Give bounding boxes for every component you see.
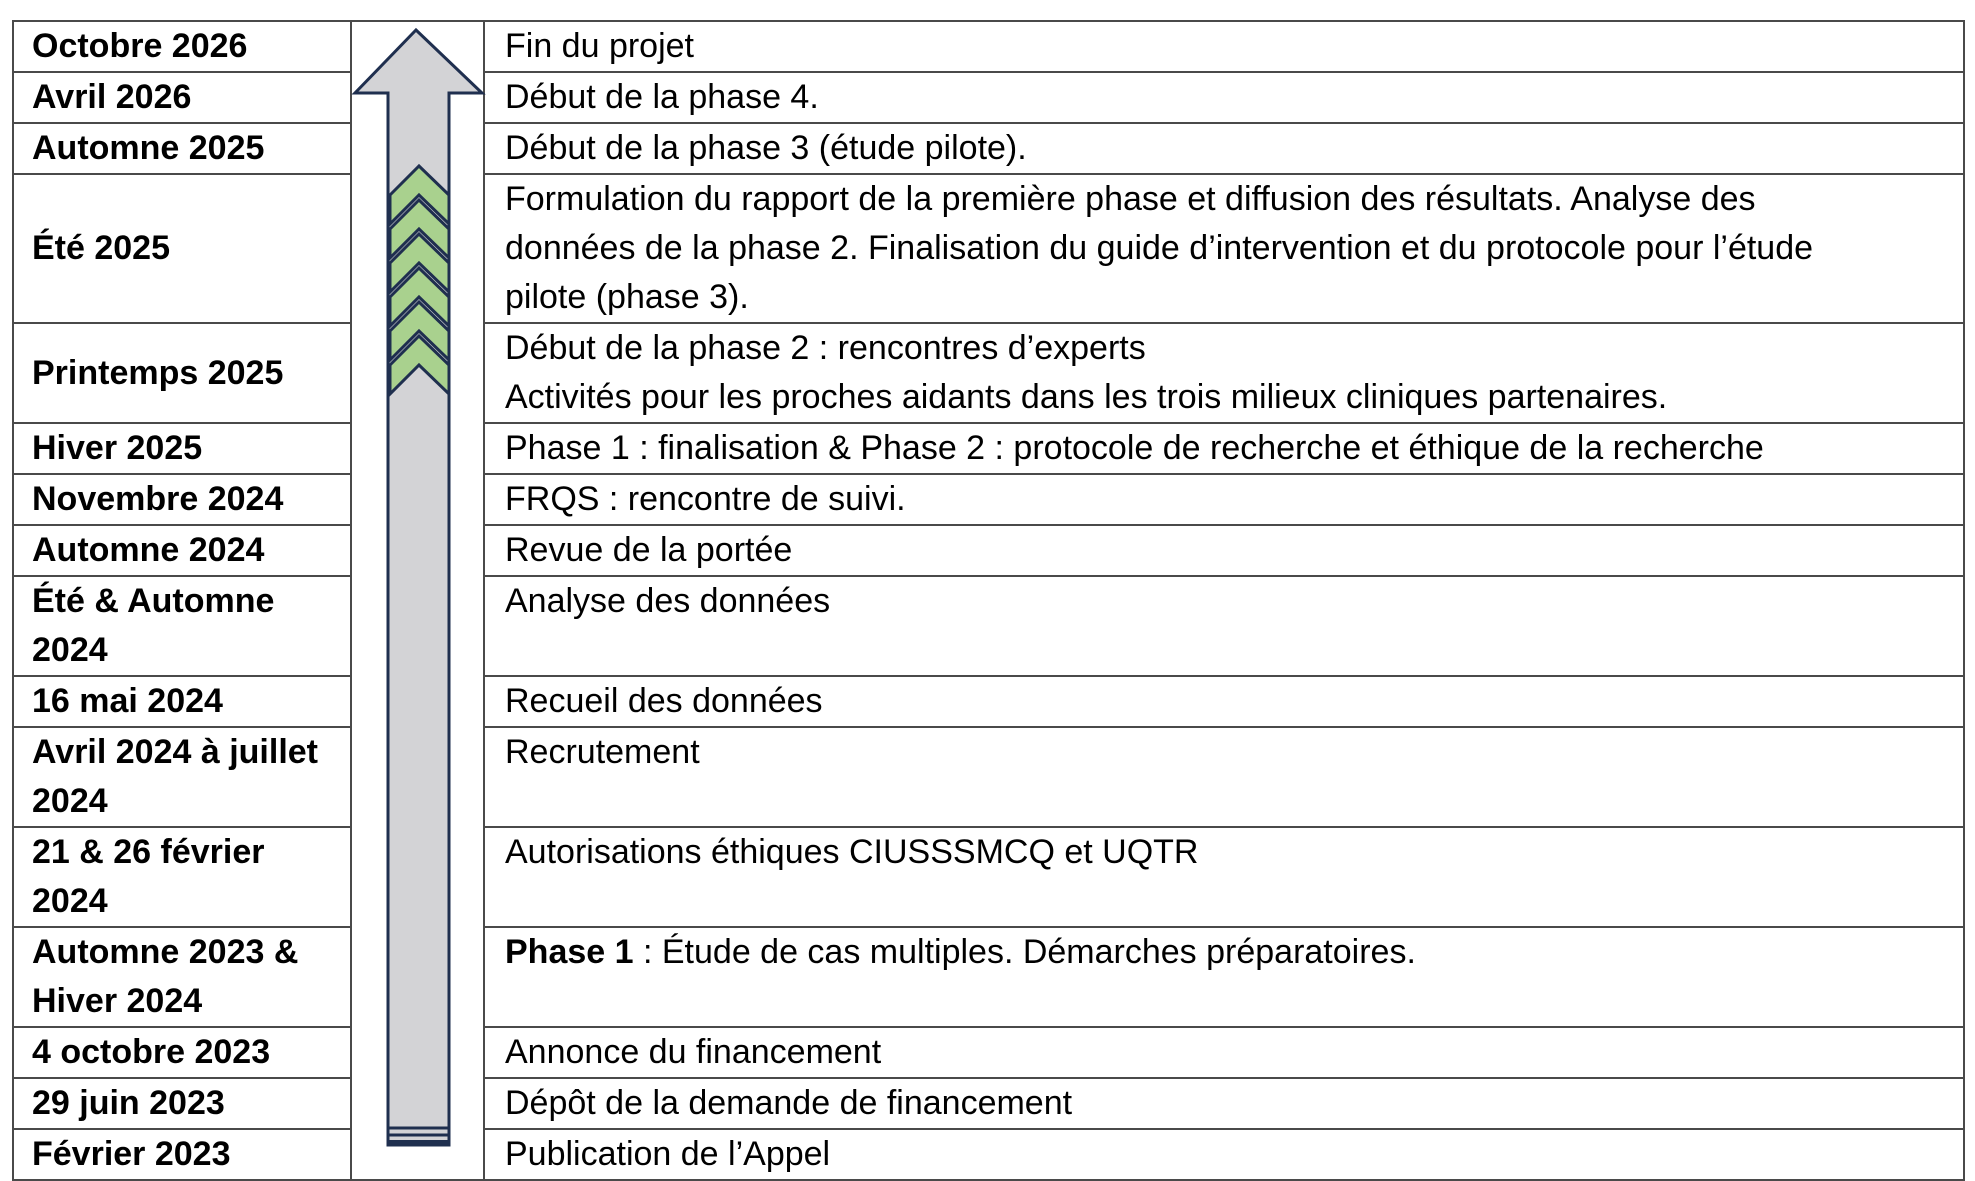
row-description xyxy=(484,827,1964,927)
row-date: Février 2023 xyxy=(13,1129,351,1180)
row-date: Été & Automne 2024 xyxy=(13,576,351,676)
row-description-line: Début de la phase 2 : rencontres d’experts xyxy=(505,329,1146,367)
arrow-column xyxy=(351,525,484,576)
row-description-line: Dépôt de la demande de financement xyxy=(505,1084,1073,1122)
row-description xyxy=(484,423,1964,474)
row-description xyxy=(484,576,1964,676)
row-date: Avril 2024 à juillet 2024 xyxy=(13,727,351,827)
timeline-row xyxy=(13,423,1964,474)
arrow-column xyxy=(351,727,484,827)
row-date: 21 & 26 février 2024 xyxy=(13,827,351,927)
row-description xyxy=(484,1027,1964,1078)
row-description-line: Activités pour les proches aidants dans les trois milieux cliniques partenaires. xyxy=(505,378,1668,416)
row-description-line: Formulation du rapport de la première phase et diffusion des résultats. Analyse des xyxy=(505,180,1756,218)
row-description-line xyxy=(505,928,1945,977)
row-description-line: Fin du projet xyxy=(505,27,694,65)
row-description-line: Publication de l’Appel xyxy=(505,1135,831,1173)
row-description-line: Recueil des données xyxy=(505,682,823,720)
row-date: Octobre 2026 xyxy=(13,21,351,72)
row-description-line: Autorisations éthiques CIUSSSMCQ et UQTR xyxy=(505,833,1199,871)
timeline-row xyxy=(13,1078,1964,1129)
row-date: Printemps 2025 xyxy=(13,323,351,423)
row-description xyxy=(484,21,1964,72)
arrow-column xyxy=(351,1129,484,1180)
timeline-row xyxy=(13,727,1964,827)
row-description xyxy=(484,474,1964,525)
row-description-line: Phase 1 : finalisation & Phase 2 : protocole de recherche et éthique de la recherche xyxy=(505,429,1764,467)
arrow-column xyxy=(351,423,484,474)
row-description xyxy=(484,1129,1964,1180)
row-date: 16 mai 2024 xyxy=(13,676,351,727)
row-description-line: Analyse des données xyxy=(505,582,831,620)
row-description xyxy=(484,323,1964,423)
timeline-row xyxy=(13,927,1964,1027)
timeline-row xyxy=(13,1129,1964,1180)
arrow-column xyxy=(351,474,484,525)
row-description xyxy=(484,727,1964,827)
timeline-row xyxy=(13,72,1964,123)
row-description-line: Revue de la portée xyxy=(505,531,793,569)
arrow-column xyxy=(351,676,484,727)
row-date: Avril 2026 xyxy=(13,72,351,123)
row-description xyxy=(484,927,1964,1027)
timeline-row xyxy=(13,525,1964,576)
row-description xyxy=(484,525,1964,576)
arrow-column xyxy=(351,927,484,1027)
row-description xyxy=(484,174,1964,323)
row-date: Été 2025 xyxy=(13,174,351,323)
arrow-column xyxy=(351,72,484,123)
arrow-column xyxy=(351,323,484,423)
timeline-row xyxy=(13,474,1964,525)
row-date: Hiver 2025 xyxy=(13,423,351,474)
row-date: Automne 2024 xyxy=(13,525,351,576)
row-description-line: Début de la phase 3 (étude pilote). xyxy=(505,129,1027,167)
row-description-line: Début de la phase 4. xyxy=(505,78,819,116)
arrow-column xyxy=(351,123,484,174)
timeline-row xyxy=(13,323,1964,423)
phase-label: Phase 1 xyxy=(505,933,634,971)
timeline-table xyxy=(12,20,1965,1181)
row-date: 29 juin 2023 xyxy=(13,1078,351,1129)
arrow-column xyxy=(351,576,484,676)
row-description xyxy=(484,72,1964,123)
arrow-column xyxy=(351,174,484,323)
row-description-line: Annonce du financement xyxy=(505,1033,882,1071)
timeline-row xyxy=(13,827,1964,927)
row-date: Automne 2025 xyxy=(13,123,351,174)
timeline-row xyxy=(13,174,1964,323)
row-description-line: Recrutement xyxy=(505,733,700,771)
row-description-line: données de la phase 2. Finalisation du guide d’intervention et du protocole pour l’étude xyxy=(505,229,1814,267)
row-description xyxy=(484,123,1964,174)
row-description-line: pilote (phase 3). xyxy=(505,278,749,316)
timeline-row xyxy=(13,676,1964,727)
arrow-column xyxy=(351,21,484,72)
timeline-row xyxy=(13,123,1964,174)
arrow-column xyxy=(351,827,484,927)
timeline-row xyxy=(13,21,1964,72)
timeline-row xyxy=(13,1027,1964,1078)
row-description xyxy=(484,676,1964,727)
row-description-line: FRQS : rencontre de suivi. xyxy=(505,480,906,518)
timeline-row xyxy=(13,576,1964,676)
row-description xyxy=(484,1078,1964,1129)
arrow-column xyxy=(351,1078,484,1129)
row-date: 4 octobre 2023 xyxy=(13,1027,351,1078)
row-date: Automne 2023 & Hiver 2024 xyxy=(13,927,351,1027)
arrow-column xyxy=(351,1027,484,1078)
row-date: Novembre 2024 xyxy=(13,474,351,525)
row-description-text: : Étude de cas multiples. Démarches préparatoires. xyxy=(633,933,1416,971)
